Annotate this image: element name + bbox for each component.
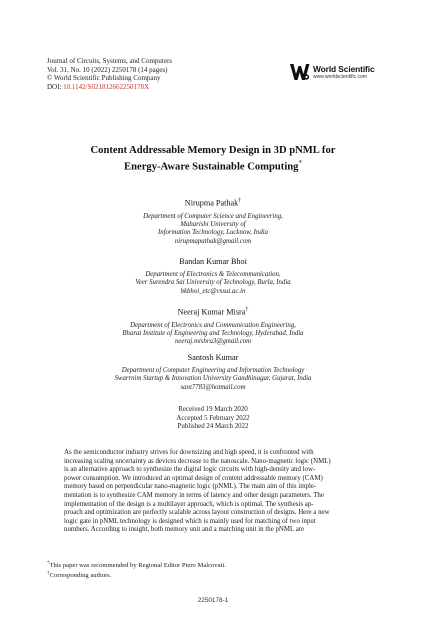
abstract-line: implementation of the design is a multilayer approach, which is optimal. The synthesis ap- xyxy=(64,500,314,508)
publication-dates xyxy=(40,406,386,432)
title-line-1: Content Addressable Memory Design in 3D pNML for xyxy=(90,145,336,156)
publisher-url: www.worldscientific.com xyxy=(313,74,367,80)
author-email: sant7783@hotmail.com xyxy=(180,383,246,391)
title-footnote-mark: * xyxy=(298,159,302,167)
accepted-date: Accepted 5 February 2022 xyxy=(176,414,250,422)
journal-doi xyxy=(47,83,267,92)
footnote-dagger-mark: † xyxy=(47,571,50,577)
title-line-2 xyxy=(40,157,386,174)
journal-header xyxy=(47,57,267,91)
abstract-line: logic gate in pNML technology is designed which is mainly used for matching of two input xyxy=(64,517,316,525)
doi-label: DOI: xyxy=(47,82,62,91)
author-affiliation: Department of Electronics & Telecommunication, Veer Surendra Sai University of Technology, Burla, India bkbhoi_etc@vssut.ac.in xyxy=(40,271,386,296)
footnote-dagger: †Corresponding authors. xyxy=(47,571,112,580)
journal-name: Journal of Circuits, Systems, and Computers xyxy=(47,57,173,65)
abstract-line: As the semiconductor industry strives for downsizing and high speed, it is confronted with xyxy=(64,449,314,456)
author-name: Neeraj Kumar Misra† xyxy=(177,307,249,317)
author-affiliation: Department of Computer Science and Engineering, Maharishi University of Information Technology, Lucknow, India nirupmapathak@gmail.com xyxy=(40,213,386,246)
author-name: Santosh Kumar xyxy=(187,353,239,362)
author-email: bkbhoi_etc@vssut.ac.in xyxy=(180,287,246,295)
author-name: Bandan Kumar Bhoi xyxy=(179,257,247,266)
published-date: Published 24 March 2022 xyxy=(177,423,249,431)
author-block-3 xyxy=(40,305,386,347)
footnote-star-mark: * xyxy=(47,561,50,566)
author-mark: † xyxy=(245,307,249,313)
abstract-line: proach and optimization are perfectly scalable across layout construction of designs. Here a new xyxy=(64,509,330,517)
author-name: Nirupma Pathak† xyxy=(184,198,242,208)
title-line-2-text: Energy-Aware Sustainable Computing xyxy=(124,161,299,173)
doi-link[interactable]: 10.1142/S021812662250178X xyxy=(63,82,150,91)
abstract-line: is an alternative approach to synthesize the digital logic circuits with high-density and low- xyxy=(64,466,316,474)
abstract-line: increasing scaling uncertainty as devices decrease to the nanoscale. Nano-magnetic logic (NML) xyxy=(64,457,331,465)
footnotes xyxy=(47,560,347,581)
author-email: nirupmapathak@gmail.com xyxy=(174,237,252,245)
paper-title xyxy=(40,144,386,174)
journal-volume: Vol. 31, No. 10 (2022) 2250178 (14 pages) xyxy=(47,65,168,74)
abstract xyxy=(64,449,362,535)
abstract-line: memory based on perpendicular nano-magnetic logic (pNML). The main aim of this imple- xyxy=(64,483,317,491)
author-email: neeraj.mishra3@gmail.com xyxy=(174,338,252,346)
journal-copyright: © World Scientific Publishing Company xyxy=(47,74,161,83)
publisher-logo[interactable] xyxy=(289,62,384,82)
page-number: 2250178-1 xyxy=(197,597,229,604)
publisher-name: World Scientific xyxy=(313,64,375,74)
abstract-line: numbers. According to insight, both memory unit and a matching unit in the pNML are xyxy=(64,526,305,534)
author-block-1 xyxy=(40,196,386,246)
author-block-2 xyxy=(40,257,386,296)
author-affiliation: Department of Electronics and Communication Engineering, Bharat Institute of Engineering and Technology, Hyderabad, India neeraj.mishra3@gmail.com xyxy=(40,322,386,347)
footnote-star: *This paper was recommended by Regional Editor Piero Malcovati. xyxy=(47,561,226,570)
ws-logo-icon xyxy=(289,62,311,82)
author-block-4 xyxy=(40,353,386,392)
abstract-line: mentation is to synthesize CAM memory in terms of latency and other design parameters. The xyxy=(64,491,324,499)
received-date: Received 19 March 2020 xyxy=(178,406,248,413)
abstract-line: power consumption. We introduced an optimal design of content addressable memory (CAM) xyxy=(64,474,323,482)
author-affiliation: Department of Computer Engineering and Information Technology Swarrnim Startup & Innovation University Gandhinagar, Gujarat, India sant7783@hotmail.com xyxy=(40,367,386,392)
author-mark: † xyxy=(238,198,242,204)
